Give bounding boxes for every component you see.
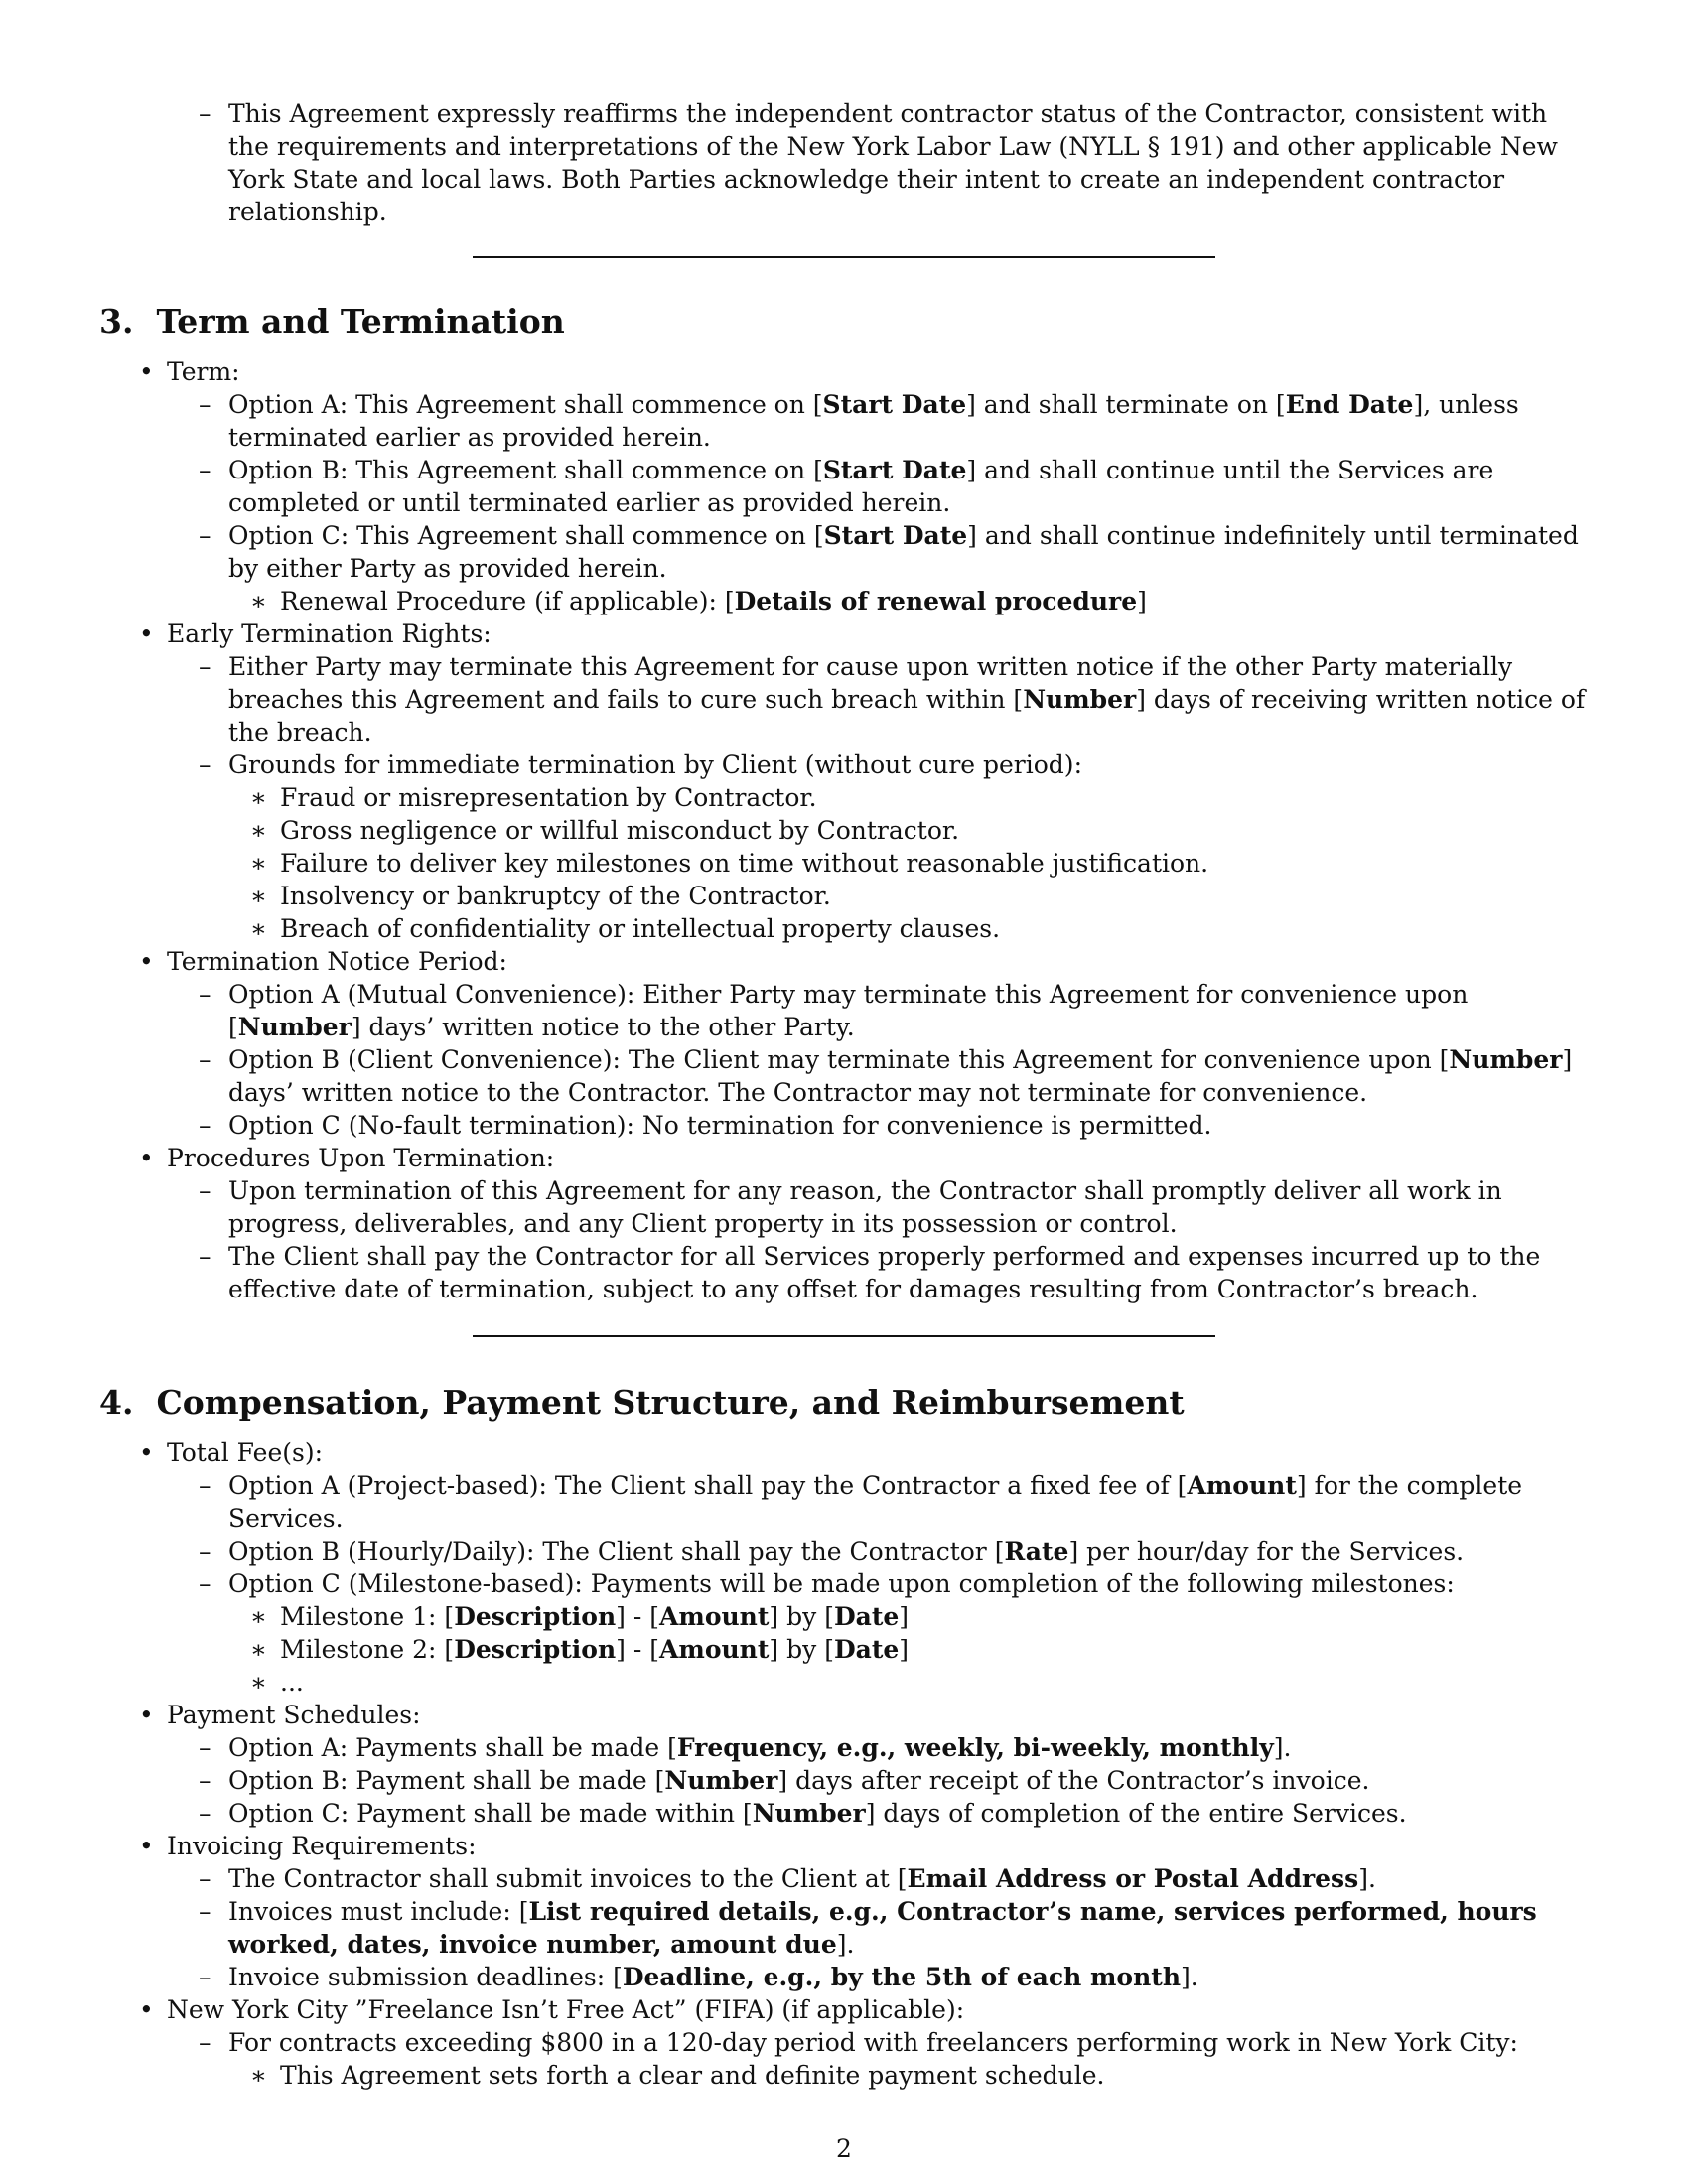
item-text: Option C: This Agreement shall commence on [ xyxy=(228,521,824,550)
list-item-level-3 xyxy=(99,912,1589,945)
list-item-level-2 xyxy=(99,1568,1589,1600)
item-text: ] and shall terminate on [ xyxy=(966,390,1286,419)
item-text: ] days of completion of the entire Services. xyxy=(865,1799,1407,1828)
star-marker: ∗ xyxy=(250,816,267,845)
item-text: Insolvency or bankruptcy of the Contractor. xyxy=(280,882,831,910)
dash-marker: – xyxy=(199,1733,211,1762)
section-title: Term and Termination xyxy=(156,302,565,341)
item-text: Option C (No-fault termination): No termination for convenience is permitted. xyxy=(228,1111,1212,1140)
list-item-level-2 xyxy=(99,978,1589,1043)
section-number: 3. xyxy=(99,302,134,341)
list-item-level-3 xyxy=(99,1633,1589,1666)
item-text: ] days after receipt of the Contractor’s invoice. xyxy=(777,1766,1370,1795)
list-item-level-3 xyxy=(99,781,1589,814)
item-text: Grounds for immediate termination by Client (without cure period): xyxy=(228,751,1082,779)
dash-marker: – xyxy=(199,390,211,419)
item-text: ]. xyxy=(836,1930,855,1959)
star-marker: ∗ xyxy=(250,849,267,878)
list-item-level-3 xyxy=(99,1600,1589,1633)
list-item-level-3 xyxy=(99,2059,1589,2092)
item-text: ]. xyxy=(1273,1733,1292,1762)
item-text: ]. xyxy=(1358,1864,1376,1893)
item-text: ] - [ xyxy=(616,1602,659,1631)
item-text: Option A: This Agreement shall commence on [ xyxy=(228,390,823,419)
star-marker: ∗ xyxy=(250,1602,267,1631)
item-text: ] per hour/day for the Services. xyxy=(1068,1537,1465,1566)
item-text: ... xyxy=(280,1668,304,1697)
list-item-level-2 xyxy=(99,749,1589,781)
item-text: ] days’ written notice to the other Party. xyxy=(351,1013,855,1041)
item-text: Termination Notice Period: xyxy=(167,947,507,976)
item-text: Invoices must include: [ xyxy=(228,1897,529,1926)
item-text: ] and shall continue indefinitely until terminated by either Party as provided herein. xyxy=(228,521,1579,583)
dash-marker: – xyxy=(199,1897,211,1926)
item-text: Option A (Project-based): The Client shall pay the Contractor a fixed fee of [ xyxy=(228,1471,1188,1500)
list-item-level-3 xyxy=(99,1666,1589,1699)
dash-marker: – xyxy=(199,1176,211,1205)
placeholder-text: Rate xyxy=(1004,1537,1069,1566)
item-text: ] days’ written notice to the Contractor. The Contractor may not terminate for convenience. xyxy=(228,1045,1573,1107)
placeholder-text: Number xyxy=(1023,685,1137,714)
item-text: Gross negligence or willful misconduct by Contractor. xyxy=(280,816,960,845)
list-item-level-1 xyxy=(99,1830,1589,1862)
star-marker: ∗ xyxy=(250,1668,267,1697)
dash-marker: – xyxy=(199,1045,211,1074)
dash-marker: – xyxy=(199,1111,211,1140)
item-text: Total Fee(s): xyxy=(167,1438,324,1467)
bullet-marker: • xyxy=(139,1438,154,1467)
item-text: ] xyxy=(899,1635,910,1664)
item-text: For contracts exceeding $800 in a 120-day period with freelancers performing work in New York City: xyxy=(228,2028,1518,2057)
item-text: Option C (Milestone-based): Payments will be made upon completion of the following milestones: xyxy=(228,1570,1455,1598)
list-item-level-3 xyxy=(99,880,1589,912)
list-item-level-1 xyxy=(99,355,1589,388)
section-divider xyxy=(473,1335,1215,1337)
item-text: Renewal Procedure (if applicable): [ xyxy=(280,587,735,615)
list-item-level-2 xyxy=(99,1731,1589,1764)
bullet-marker: • xyxy=(139,619,154,648)
section-4 xyxy=(99,1381,1589,2092)
placeholder-text: Number xyxy=(237,1013,352,1041)
dash-marker: – xyxy=(199,751,211,779)
section-3-list xyxy=(99,355,1589,1305)
list-item-level-2 xyxy=(99,1764,1589,1797)
item-text: Option B (Client Convenience): The Client may terminate this Agreement for convenience upon [ xyxy=(228,1045,1450,1074)
section-3 xyxy=(99,300,1589,1305)
list-item-level-2 xyxy=(99,1862,1589,1895)
item-text: Upon termination of this Agreement for any reason, the Contractor shall promptly deliver all work in progress, deliverables, and any Client property in its possession or control. xyxy=(228,1176,1502,1238)
dash-marker: – xyxy=(199,521,211,550)
item-text: Option A: Payments shall be made [ xyxy=(228,1733,677,1762)
item-text: ]. xyxy=(1181,1963,1198,1991)
bullet-marker: • xyxy=(139,357,154,386)
dash-marker: – xyxy=(199,1766,211,1795)
list-item-level-1 xyxy=(99,1993,1589,2026)
bullet-marker: • xyxy=(139,1995,154,2024)
dash-marker: – xyxy=(199,1537,211,1566)
section-title: Compensation, Payment Structure, and Reimbursement xyxy=(156,1383,1185,1422)
list-item-level-1 xyxy=(99,1699,1589,1731)
list-item-level-2 xyxy=(99,454,1589,519)
placeholder-text: Frequency, e.g., weekly, bi-weekly, monthly xyxy=(676,1733,1274,1762)
placeholder-text: Amount xyxy=(1187,1471,1297,1500)
star-marker: ∗ xyxy=(250,914,267,943)
placeholder-text: Date xyxy=(833,1602,900,1631)
list-item-level-2 xyxy=(99,1109,1589,1142)
list-item-level-2 xyxy=(99,2026,1589,2059)
list-item-level-2 xyxy=(99,1797,1589,1830)
bullet-marker: • xyxy=(139,1144,154,1172)
bullet-marker: • xyxy=(139,1832,154,1860)
dash-marker: – xyxy=(199,1864,211,1893)
placeholder-text: Start Date xyxy=(822,456,967,484)
placeholder-text: Start Date xyxy=(823,521,968,550)
list-item-level-2 xyxy=(99,1895,1589,1961)
dash-marker: – xyxy=(199,1963,211,1991)
list-item-level-1 xyxy=(99,1142,1589,1174)
list-item-level-2 xyxy=(99,388,1589,454)
item-text: ] days of receiving written notice of the breach. xyxy=(228,685,1586,747)
section-heading xyxy=(99,1381,1589,1425)
placeholder-text: Description xyxy=(454,1635,617,1664)
list-item-level-2 xyxy=(99,519,1589,585)
placeholder-text: Amount xyxy=(658,1602,770,1631)
item-text: ] by [ xyxy=(769,1602,834,1631)
item-text: Fraud or misrepresentation by Contractor. xyxy=(280,783,817,812)
list-item-level-1 xyxy=(99,945,1589,978)
dash-marker: – xyxy=(199,99,211,128)
dash-marker: – xyxy=(199,980,211,1009)
item-text: Term: xyxy=(167,357,240,386)
item-text: Invoice submission deadlines: [ xyxy=(228,1963,623,1991)
star-marker: ∗ xyxy=(250,587,267,615)
page-number: 2 xyxy=(836,2134,852,2163)
list-item-level-2 xyxy=(99,1174,1589,1240)
item-text: Option B: Payment shall be made [ xyxy=(228,1766,665,1795)
item-text: This Agreement sets forth a clear and definite payment schedule. xyxy=(280,2061,1105,2090)
list-item-level-2 xyxy=(99,1469,1589,1535)
item-text: ] - [ xyxy=(616,1635,659,1664)
dash-marker: – xyxy=(199,1242,211,1271)
list-item-level-2 xyxy=(99,1535,1589,1568)
item-text: Option B: This Agreement shall commence on [ xyxy=(228,456,823,484)
dash-marker: – xyxy=(199,1799,211,1828)
placeholder-text: Amount xyxy=(658,1635,770,1664)
item-text: The Contractor shall submit invoices to the Client at [ xyxy=(228,1864,908,1893)
placeholder-text: Number xyxy=(664,1766,778,1795)
placeholder-text: Description xyxy=(454,1602,617,1631)
list-item-level-3 xyxy=(99,847,1589,880)
bullet-marker: • xyxy=(139,947,154,976)
dash-marker: – xyxy=(199,1471,211,1500)
dash-marker: – xyxy=(199,652,211,681)
list-item-level-2 xyxy=(99,1961,1589,1993)
section-4-list xyxy=(99,1436,1589,2092)
placeholder-text: Date xyxy=(833,1635,900,1664)
star-marker: ∗ xyxy=(250,783,267,812)
placeholder-text: Start Date xyxy=(822,390,967,419)
placeholder-text: Number xyxy=(1449,1045,1563,1074)
item-text: Option B (Hourly/Daily): The Client shall pay the Contractor [ xyxy=(228,1537,1005,1566)
item-text: Either Party may terminate this Agreement for cause upon written notice if the other Party materially breaches this Agreement and fails to cure such breach within [ xyxy=(228,652,1513,714)
list-item-level-1 xyxy=(99,1436,1589,1469)
placeholder-text: Email Address or Postal Address xyxy=(907,1864,1359,1893)
page-content xyxy=(99,97,1589,2092)
item-text: Milestone 2: [ xyxy=(280,1635,455,1664)
star-marker: ∗ xyxy=(250,2061,267,2090)
list-item-level-3 xyxy=(99,814,1589,847)
item-text: ] and shall continue until the Services are completed or until terminated earlier as provided herein. xyxy=(228,456,1494,517)
list-item-level-2 xyxy=(99,650,1589,749)
item-text: ] by [ xyxy=(769,1635,834,1664)
placeholder-text: List required details, e.g., Contractor’s name, services performed, hours worked, dates, invoice number, amount due xyxy=(228,1897,1537,1959)
item-text: New York City ”Freelance Isn’t Free Act” (FIFA) (if applicable): xyxy=(167,1995,965,2024)
dash-marker: – xyxy=(199,2028,211,2057)
placeholder-text: Deadline, e.g., by the 5th of each month xyxy=(622,1963,1182,1991)
bullet-marker: • xyxy=(139,1701,154,1729)
item-text: Option C: Payment shall be made within [ xyxy=(228,1799,753,1828)
item-text: The Client shall pay the Contractor for all Services properly performed and expenses incurred up to the effective date of termination, subject to any offset for damages resulting from Contractor’s breach. xyxy=(228,1242,1541,1303)
item-text: Failure to deliver key milestones on time without reasonable justification. xyxy=(280,849,1209,878)
star-marker: ∗ xyxy=(250,1635,267,1664)
list-item-level-2 xyxy=(99,1043,1589,1109)
section-divider xyxy=(473,256,1215,258)
item-text: Option A (Mutual Convenience): Either Party may terminate this Agreement for convenience upon [ xyxy=(228,980,1469,1041)
item-text: ], unless terminated earlier as provided herein. xyxy=(228,390,1519,452)
item-text: Payment Schedules: xyxy=(167,1701,421,1729)
item-text: Procedures Upon Termination: xyxy=(167,1144,555,1172)
intro-list-item xyxy=(99,97,1589,228)
item-text: ] xyxy=(899,1602,910,1631)
list-item-level-1 xyxy=(99,617,1589,650)
placeholder-text: Number xyxy=(752,1799,866,1828)
list-item-level-3 xyxy=(99,585,1589,617)
dash-marker: – xyxy=(199,456,211,484)
item-text: Breach of confidentiality or intellectual property clauses. xyxy=(280,914,1001,943)
item-text: Invoicing Requirements: xyxy=(167,1832,477,1860)
star-marker: ∗ xyxy=(250,882,267,910)
item-text: Early Termination Rights: xyxy=(167,619,492,648)
section-number: 4. xyxy=(99,1383,134,1422)
dash-marker: – xyxy=(199,1570,211,1598)
list-item-level-2 xyxy=(99,1240,1589,1305)
intro-text: This Agreement expressly reaffirms the independent contractor status of the Contractor, consistent with the requirements and interpretations of the New York Labor Law (NYLL § 191) and other applicable New York State and local laws. Both Parties acknowledge their intent to create an independent contractor relationship. xyxy=(228,99,1558,226)
item-text: Milestone 1: [ xyxy=(280,1602,455,1631)
item-text: ] for the complete Services. xyxy=(228,1471,1523,1533)
item-text: ] xyxy=(1137,587,1147,615)
placeholder-text: End Date xyxy=(1285,390,1414,419)
placeholder-text: Details of renewal procedure xyxy=(734,587,1138,615)
section-heading xyxy=(99,300,1589,343)
